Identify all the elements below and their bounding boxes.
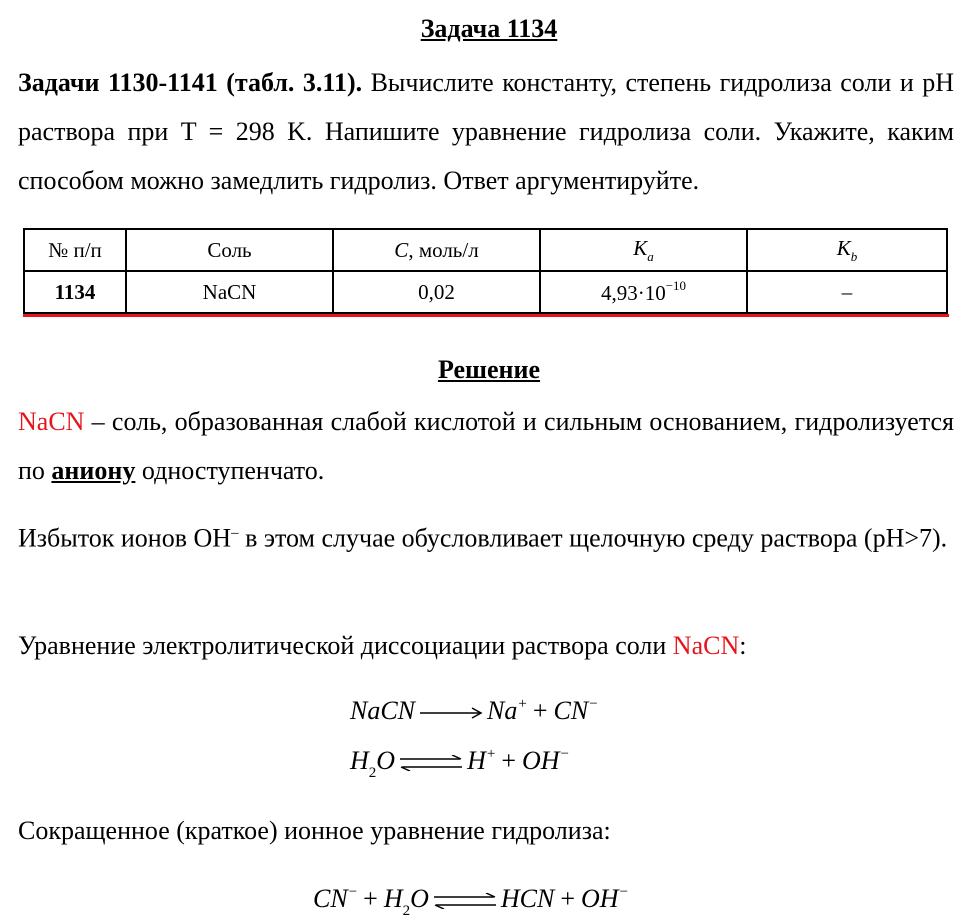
para3-colon: : (739, 631, 747, 660)
para1-text-b: одноступенчато. (135, 456, 325, 485)
right-arrow-icon (418, 707, 484, 719)
data-table (23, 228, 948, 314)
eq1-left: NaCN (350, 696, 416, 725)
eq3-l1: CN (313, 884, 348, 913)
eq1-r1: Na (487, 696, 518, 725)
kb-symbol: K (836, 235, 851, 260)
eq2-r2: OH (521, 746, 560, 775)
cell-kb: – (747, 271, 947, 313)
ka-subscript: a (647, 248, 654, 264)
eq2-left-a: H (350, 746, 369, 775)
anion-word: аниону (51, 456, 136, 485)
eq1-r1-charge: + (518, 696, 527, 712)
cell-ka (540, 271, 747, 313)
eq2-r2-charge: − (560, 746, 570, 762)
cell-salt: NaCN (126, 271, 333, 313)
eq3-l2a: H (383, 884, 403, 913)
eq3-plus1: + (363, 884, 378, 913)
problem-ref: Задачи 1130-1141 (табл. 3.11). (18, 68, 363, 97)
table-header-row (24, 229, 947, 271)
salt-formula-red: NaCN (18, 407, 85, 436)
eq3-l1-charge: − (348, 884, 358, 900)
para2-text-a: Избыток ионов OH (18, 523, 232, 553)
ka-symbol: K (633, 235, 648, 260)
equilibrium-arrow-icon-2 (432, 893, 498, 909)
eq3-r2: OH (581, 884, 619, 913)
col-conc-header (333, 229, 540, 271)
eq3-r1: HCN (500, 884, 555, 913)
conc-symbol: C (394, 237, 409, 262)
table-row (24, 271, 947, 313)
problem-statement (18, 58, 954, 205)
eq1-plus: + (532, 696, 548, 725)
col-ka-header (540, 229, 747, 271)
solution-para-4: Сокращенное (краткое) ионное уравнение гидролиза: (18, 816, 611, 845)
hydrolysis-equation (313, 884, 628, 920)
red-underline (23, 314, 949, 317)
eq2-left-b: O (376, 746, 396, 775)
oh-charge: – (231, 525, 239, 541)
dissociation-equation-water (350, 746, 569, 782)
col-kb-header (747, 229, 947, 271)
para3-text: Уравнение электролитической диссоциации раствора соли (18, 631, 673, 660)
col-salt-header: Соль (126, 229, 333, 271)
ka-exponent: −10 (665, 278, 687, 293)
conc-unit: , моль/л (408, 237, 479, 262)
solution-para-2 (18, 509, 954, 563)
solution-para-1 (18, 397, 954, 495)
eq2-r1-charge: + (486, 746, 496, 762)
equilibrium-arrow-icon (398, 755, 464, 771)
salt-formula-red-2: NaCN (672, 631, 740, 660)
col-num-header: № п/п (24, 229, 126, 271)
solution-para-3 (18, 621, 954, 670)
eq3-r2-charge: − (619, 884, 629, 900)
eq1-r2-charge: − (589, 696, 598, 712)
kb-subscript: b (850, 248, 858, 264)
eq3-plus2: + (560, 884, 576, 913)
eq2-plus: + (501, 746, 516, 775)
eq1-r2: CN (553, 696, 589, 725)
eq2-r1: H (467, 746, 486, 775)
dissociation-equation-nacn (350, 696, 598, 726)
solution-title: Решение (437, 355, 541, 384)
eq3-l2sub: 2 (402, 903, 411, 919)
problem-title: Задача 1134 (420, 14, 558, 43)
para1-text-a: – соль, образованная слабой кислотой и сильным основанием, гидролизуется по (18, 407, 954, 485)
ka-mantissa: 4,93·10 (600, 281, 666, 305)
para2-text-b: в этом случае обусловливает щелочную среду раствора (pH>7). (238, 523, 948, 553)
cell-num: 1134 (24, 271, 126, 313)
eq3-l2b: O (410, 884, 429, 913)
eq2-left-sub: 2 (368, 765, 377, 781)
problem-text: Вычислите константу, степень гидролиза соли и pH раствора при T = 298 K. Напишите уравнение гидролиза соли. Укажите, каким способом можно замедлить гидролиз. Ответ аргументируйте. (18, 68, 954, 195)
cell-conc: 0,02 (333, 271, 540, 313)
